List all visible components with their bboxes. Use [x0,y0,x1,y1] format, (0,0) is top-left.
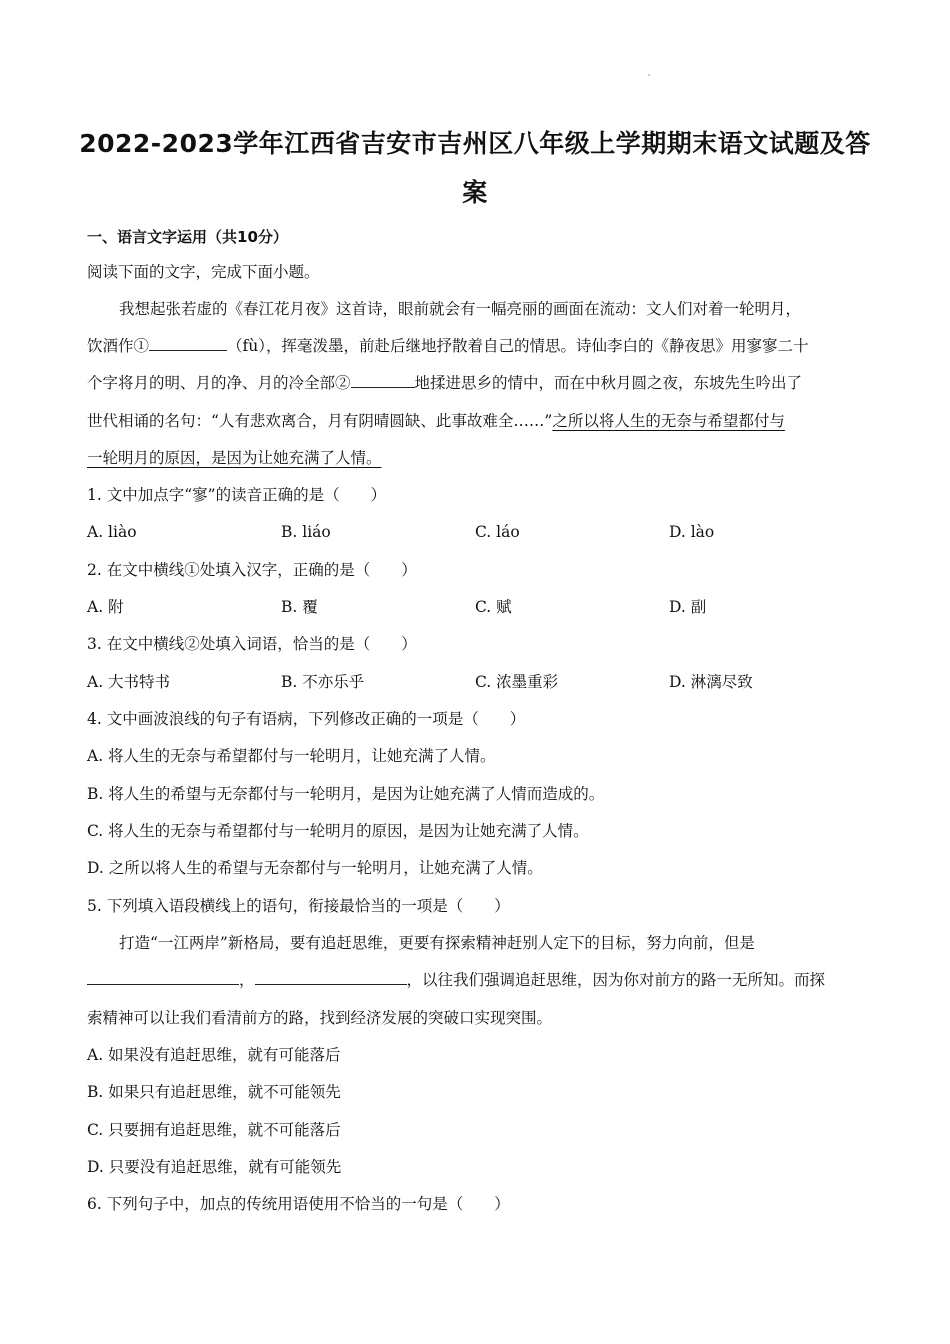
q1-option-c: C. láo [475,523,520,541]
doc-title-line1: 2022-2023学年江西省吉安市吉州区八年级上学期期末语文试题及答 [79,129,871,158]
q1-option-a: A. liào [87,523,137,541]
q5-option-d: D. 只要没有追赶思维，就有可能领先 [87,1158,342,1176]
section-heading: 一、语言文字运用（共10分） [87,228,288,246]
question-3-stem: 3. 在文中横线②处填入词语，恰当的是（ ） [87,635,417,653]
q4-option-b: B. 将人生的希望与无奈都付与一轮明月，是因为让她充满了人情而造成的。 [87,785,605,803]
passage-line-2: 饮酒作① （fù），挥毫泼墨，前赴后继地抒散着自己的情思。诗仙李白的《静夜思》用寥寥二十 [87,337,809,355]
q5-passage-line-3: 索精神可以让我们看清前方的路，找到经济发展的突破口实现突围。 [87,1009,553,1027]
q4-option-c: C. 将人生的无奈与希望都付与一轮明月的原因，是因为让她充满了人情。 [87,822,589,840]
wavy-sentence-part1: 之所以将人生的无奈与希望都付与 [552,412,785,430]
q5-passage-line-1: 打造“一江两岸”新格局，要有追赶思维，更要有探索精神赶别人定下的目标，努力向前，但是 [119,934,755,952]
q2-option-b: B. 覆 [281,598,318,616]
question-6-stem: 6. 下列句子中，加点的传统用语使用不恰当的一句是（ ） [87,1195,510,1213]
q5-option-c: C. 只要拥有追赶思维，就不可能落后 [87,1121,341,1139]
passage-line-3: 个字将月的明、月的净、月的冷全部② 地揉进思乡的情中，而在中秋月圆之夜，东坡先生吟出了 [87,374,803,392]
wavy-sentence-part2: 一轮明月的原因，是因为让她充满了人情。 [87,449,382,467]
passage-line-5 [87,448,382,468]
q3-option-c: C. 浓墨重彩 [475,673,559,691]
q5-option-a: A. 如果没有追赶思维，就有可能落后 [87,1046,341,1064]
question-1-stem: 1. 文中加点字“寥”的读音正确的是（ ） [87,486,387,504]
q5-passage-line-2: ， ，以往我们强调追赶思维，因为你对前方的路一无所知。而探 [87,970,825,990]
q5-blank-1 [87,970,239,985]
q2-option-d: D. 副 [669,598,707,616]
q5-option-b: B. 如果只有追赶思维，就不可能领先 [87,1083,341,1101]
question-2-stem: 2. 在文中横线①处填入汉字，正确的是（ ） [87,561,417,579]
q4-option-d: D. 之所以将人生的希望与无奈都付与一轮明月，让她充满了人情。 [87,859,543,877]
q2-option-a: A. 附 [87,598,124,616]
intro-text: 阅读下面的文字，完成下面小题。 [87,263,320,281]
passage-line-4: 世代相诵的名句：“人有悲欢离合，月有阴晴圆缺、此事故难全……”之所以将人生的无奈与希望都付与 [87,412,785,430]
blank-1 [149,336,227,351]
q1-option-b: B. liáo [281,523,331,541]
q3-option-b: B. 不亦乐乎 [281,673,365,691]
q4-option-a: A. 将人生的无奈与希望都付与一轮明月，让她充满了人情。 [87,747,496,765]
question-4-stem: 4. 文中画波浪线的句子有语病，下列修改正确的一项是（ ） [87,710,526,728]
q2-option-c: C. 赋 [475,598,512,616]
passage-line-1: 我想起张若虚的《春江花月夜》这首诗，眼前就会有一幅亮丽的画面在流动：文人们对着一轮明月， [119,300,802,318]
blank-2 [351,373,415,388]
page-mark [648,74,650,76]
q1-option-d: D. lào [669,523,715,541]
q5-blank-2 [255,970,407,985]
q3-option-a: A. 大书特书 [87,673,171,691]
question-5-stem: 5. 下列填入语段横线上的语句，衔接最恰当的一项是（ ） [87,897,510,915]
q3-option-d: D. 淋漓尽致 [669,673,753,691]
doc-title-line2: 案 [462,178,488,207]
